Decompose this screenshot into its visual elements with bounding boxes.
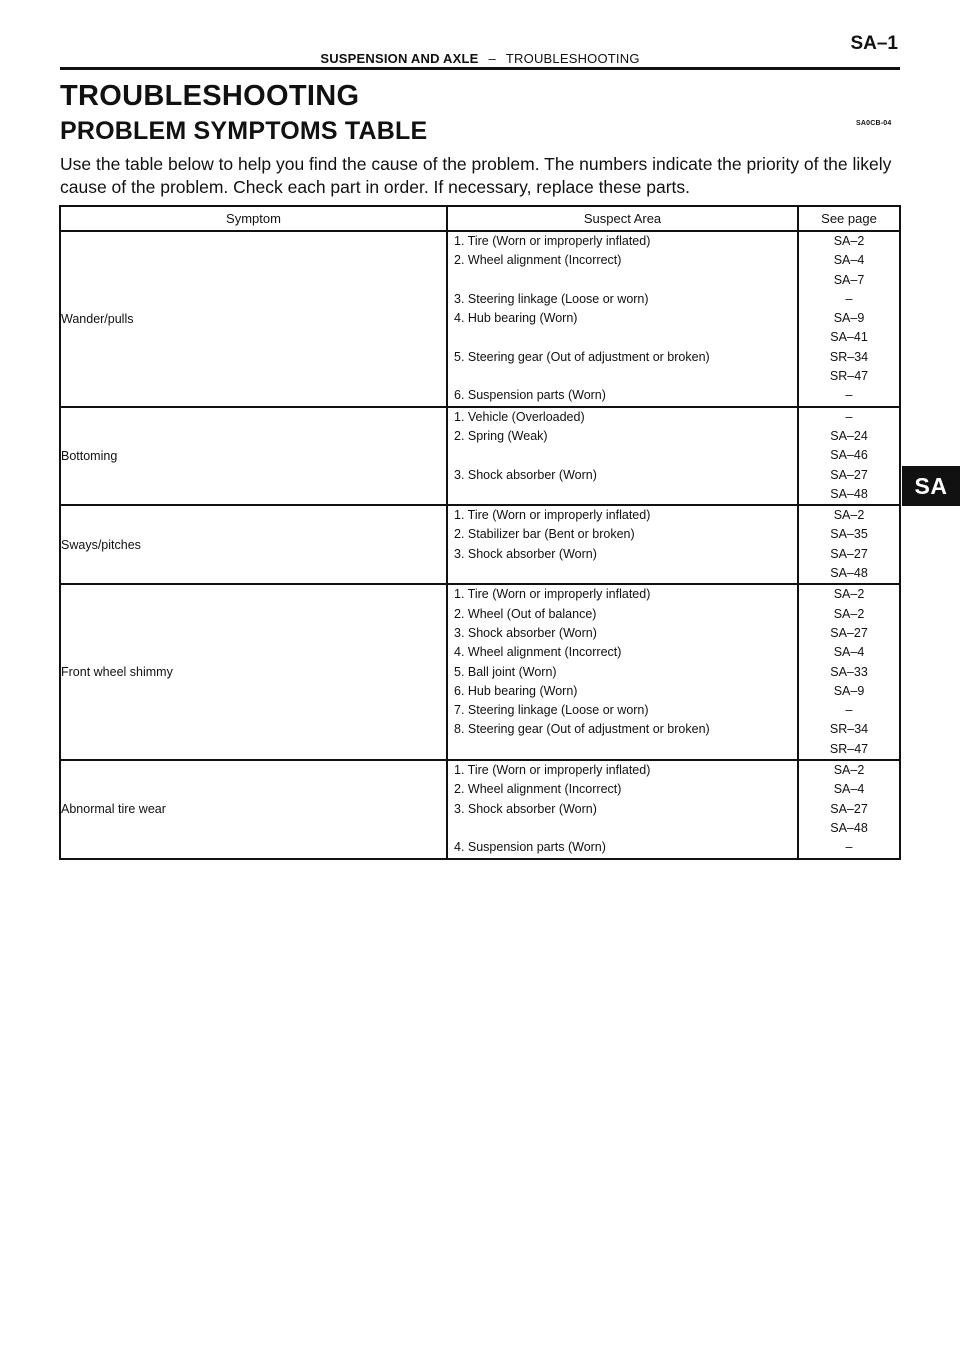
suspect-area-item: 8. Steering gear (Out of adjustment or broken) <box>454 722 710 737</box>
suspect-area-item <box>448 328 797 347</box>
table-row <box>60 407 900 505</box>
page-reference: – <box>845 840 853 855</box>
suspect-area-item: 2. Wheel alignment (Incorrect) <box>454 782 622 797</box>
page-reference: SA–2 <box>833 508 865 523</box>
page-reference: SA–35 <box>830 527 868 542</box>
suspect-area-item: 1. Tire (Worn or improperly inflated) <box>454 508 651 523</box>
page-reference: SA–2 <box>833 606 865 621</box>
page-reference: SR–47 <box>829 741 869 756</box>
suspect-area-item: 5. Ball joint (Worn) <box>454 664 557 679</box>
page-reference: SA–48 <box>830 566 868 581</box>
suspect-area-item: 1. Vehicle (Overloaded) <box>454 409 585 424</box>
symptom-cell: Wander/pulls <box>60 231 447 407</box>
section-tab: SA <box>902 466 960 506</box>
page-reference: SA–2 <box>833 587 865 602</box>
suspect-area-item: 2. Stabilizer bar (Bent or broken) <box>454 527 635 542</box>
suspect-area-item <box>448 740 797 759</box>
suspect-area-item: 4. Suspension parts (Worn) <box>454 840 606 855</box>
suspect-area-item: 6. Hub bearing (Worn) <box>454 683 578 698</box>
suspect-area-item: 1. Tire (Worn or improperly inflated) <box>454 234 651 248</box>
suspect-area-cell <box>447 760 798 858</box>
page-reference: SA–4 <box>833 253 865 268</box>
suspect-area-item: 3. Shock absorber (Worn) <box>454 467 597 482</box>
document-code: SA0CB-04 <box>856 120 892 127</box>
table-body <box>60 231 900 859</box>
column-header-see-page: See page <box>798 206 900 231</box>
suspect-area-cell <box>447 231 798 407</box>
suspect-area-cell <box>447 407 798 505</box>
suspect-area-item: 5. Steering gear (Out of adjustment or broken) <box>454 349 710 364</box>
page-reference: SR–34 <box>829 349 869 364</box>
column-header-suspect-area: Suspect Area <box>447 206 798 231</box>
table-row <box>60 584 900 760</box>
table-row <box>60 760 900 858</box>
see-page-cell <box>798 407 900 505</box>
page-reference: SA–24 <box>830 428 868 443</box>
page-number: SA–1 <box>850 33 898 54</box>
intro-paragraph: Use the table below to help you find the cause of the problem. The numbers indicate the priority of the likely cause of the problem. Check each part in order. If necessary, replace these parts. <box>60 154 892 197</box>
suspect-area-item: 3. Shock absorber (Worn) <box>454 625 597 640</box>
page-reference: SA–9 <box>833 683 865 698</box>
page-reference: SR–47 <box>829 369 869 384</box>
suspect-area-cell <box>447 505 798 584</box>
header-rule <box>60 67 900 70</box>
suspect-area-item: 1. Tire (Worn or improperly inflated) <box>454 587 651 602</box>
page-title: TROUBLESHOOTING <box>60 80 360 112</box>
suspect-area-item: 1. Tire (Worn or improperly inflated) <box>454 763 651 778</box>
see-page-cell <box>798 505 900 584</box>
suspect-area-item <box>448 367 797 386</box>
suspect-area-item: 4. Hub bearing (Worn) <box>454 311 578 326</box>
suspect-area-item: 4. Wheel alignment (Incorrect) <box>454 645 622 660</box>
symptom-cell: Sways/pitches <box>60 505 447 584</box>
problem-symptoms-table <box>59 205 901 860</box>
page-reference: SA–4 <box>833 645 865 660</box>
page-reference: SA–27 <box>830 801 868 816</box>
symptom-cell: Bottoming <box>60 407 447 505</box>
header-section: SUSPENSION AND AXLE <box>320 51 479 66</box>
page-reference: SA–48 <box>830 820 868 835</box>
suspect-area-item: 3. Steering linkage (Loose or worn) <box>454 291 649 306</box>
suspect-area-item: 7. Steering linkage (Loose or worn) <box>454 703 649 718</box>
suspect-area-item: 6. Suspension parts (Worn) <box>454 388 606 403</box>
page-reference: SA–2 <box>833 234 865 248</box>
table-header-row <box>60 206 900 231</box>
suspect-area-item <box>448 446 797 465</box>
symptom-cell: Front wheel shimmy <box>60 584 447 760</box>
page-reference: SA–7 <box>833 272 865 287</box>
page-reference: SA–46 <box>830 448 868 463</box>
suspect-area-item: 3. Shock absorber (Worn) <box>454 546 597 561</box>
page-reference: SA–9 <box>833 311 865 326</box>
suspect-area-item <box>448 271 797 290</box>
suspect-area-item <box>448 564 797 583</box>
page-reference: – <box>845 703 853 718</box>
suspect-area-item <box>448 485 797 504</box>
page-reference: SA–27 <box>830 467 868 482</box>
page-reference: – <box>845 388 853 403</box>
see-page-cell <box>798 584 900 760</box>
see-page-cell <box>798 760 900 858</box>
suspect-area-item: 2. Spring (Weak) <box>454 428 548 443</box>
header-topic: TROUBLESHOOTING <box>505 51 640 66</box>
page-reference: SA–41 <box>830 330 868 345</box>
page-reference: – <box>845 291 853 306</box>
table-row <box>60 505 900 584</box>
suspect-area-cell <box>447 584 798 760</box>
suspect-area-item: 3. Shock absorber (Worn) <box>454 801 597 816</box>
section-title: PROBLEM SYMPTOMS TABLE <box>60 117 428 145</box>
running-header <box>0 51 960 66</box>
header-separator: – <box>488 51 496 66</box>
column-header-symptom: Symptom <box>60 206 447 231</box>
page-reference: SR–34 <box>829 722 869 737</box>
page-reference: SA–33 <box>830 664 868 679</box>
suspect-area-item: 2. Wheel alignment (Incorrect) <box>454 253 622 268</box>
page-reference: – <box>845 409 853 424</box>
page-reference: SA–27 <box>830 546 868 561</box>
page-reference: SA–27 <box>830 625 868 640</box>
see-page-cell <box>798 231 900 407</box>
page-reference: SA–48 <box>830 486 868 501</box>
page-reference: SA–4 <box>833 782 865 797</box>
suspect-area-item: 2. Wheel (Out of balance) <box>454 606 597 621</box>
table-row <box>60 231 900 407</box>
symptom-cell: Abnormal tire wear <box>60 760 447 858</box>
page-reference: SA–2 <box>833 763 865 778</box>
suspect-area-item <box>448 819 797 838</box>
